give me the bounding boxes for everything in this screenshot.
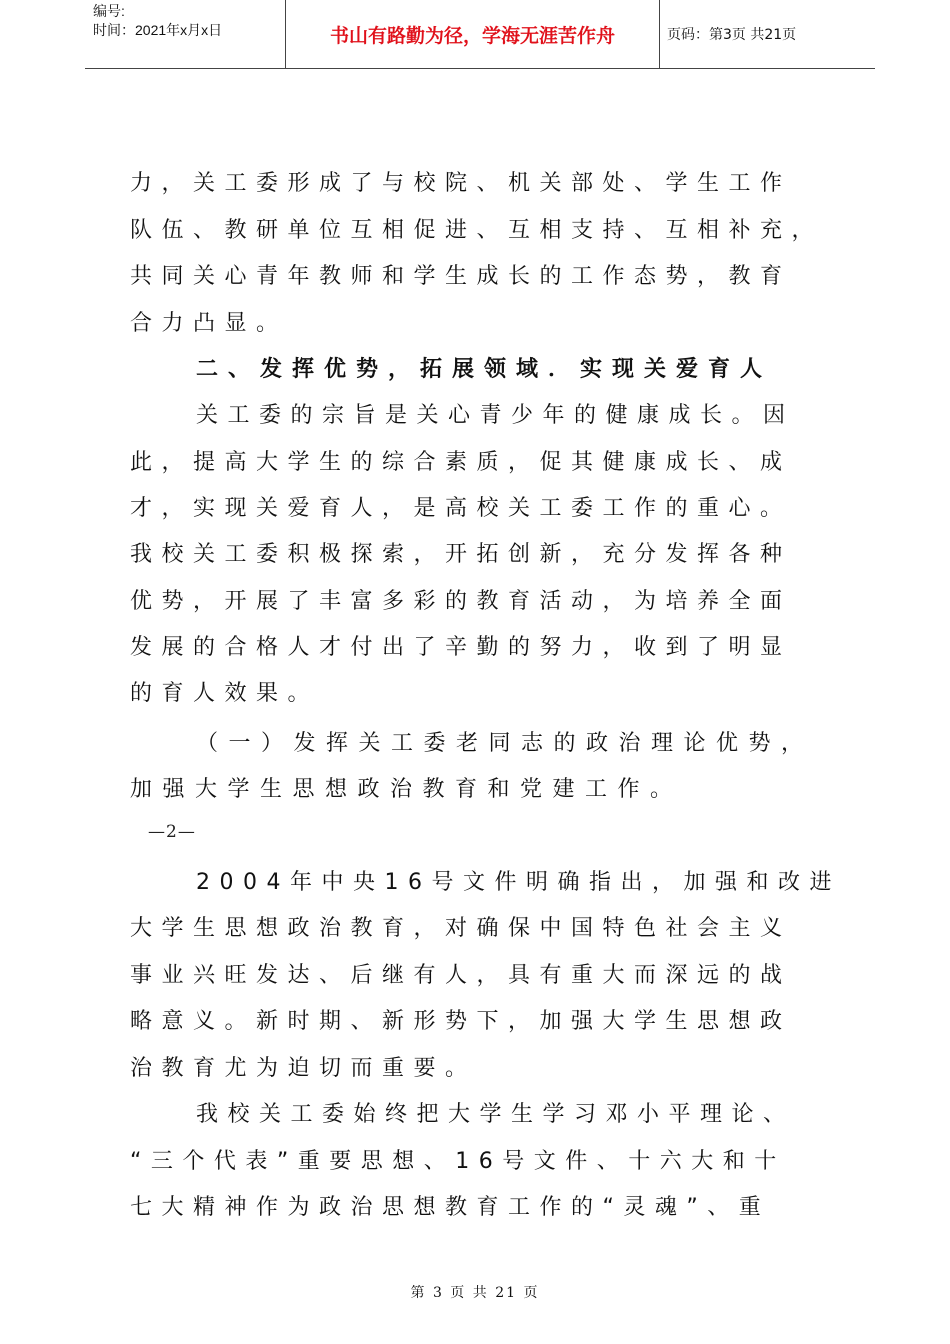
text-line: 才，实现关爱育人，是高校关工委工作的重心。 <box>130 496 792 521</box>
text-line: 发展的合格人才付出了辛勤的努力，收到了明显 <box>130 635 792 660</box>
subheading-line: （一）发挥关工委老同志的政治理论优势， <box>196 731 814 756</box>
header-page-info: 页码：第3页 共21页 <box>667 27 797 43</box>
text-line: 队伍、教研单位互相促进、互相支持、互相补充， <box>130 218 824 243</box>
text-line: 我校关工委积极探索，开拓创新，充分发挥各种 <box>130 542 792 567</box>
subheading-line: 加强大学生思想政治教育和党建工作。 <box>130 777 683 802</box>
text-line: 力，关工委形成了与校院、机关部处、学生工作 <box>130 171 792 196</box>
page-header <box>85 0 875 69</box>
inner-page-mark: —2— <box>148 822 196 842</box>
text-line: 关工委的宗旨是关心青少年的健康成长。因 <box>196 403 795 428</box>
text-line: 大学生思想政治教育，对确保中国特色社会主义 <box>130 916 792 941</box>
section-heading: 二、发挥优势，拓展领域．实现关爱育人 <box>196 357 773 382</box>
text-line: 我校关工委始终把大学生学习邓小平理论、 <box>196 1102 795 1127</box>
text-line: 事业兴旺发达、后继有人，具有重大而深远的战 <box>130 963 792 988</box>
time-label: 时间：2021年x月x日 <box>93 22 223 38</box>
text-line: 共同关心青年教师和学生成长的工作态势，教育 <box>130 264 792 289</box>
text-line: 2004年中央16号文件明确指出，加强和改进 <box>196 870 841 895</box>
header-motto: 书山有路勤为径，学海无涯苦作舟 <box>329 24 615 47</box>
header-meta <box>93 2 283 40</box>
text-line: 的育人效果。 <box>130 681 320 706</box>
number-label: 编号: <box>93 3 125 19</box>
text-line: 合力凸显。 <box>130 311 288 336</box>
header-divider <box>659 0 660 68</box>
text-line: 略意义。新时期、新形势下，加强大学生思想政 <box>130 1009 792 1034</box>
page-footer: 第 3 页 共 21 页 <box>410 1285 540 1301</box>
text-line: 七大精神作为政治思想教育工作的“灵魂”、重 <box>130 1195 771 1220</box>
text-line: 治教育尤为迫切而重要。 <box>130 1056 477 1081</box>
text-line: 优势，开展了丰富多彩的教育活动，为培养全面 <box>130 589 792 614</box>
text-line: “三个代表”重要思想、16号文件、十六大和十 <box>130 1149 786 1174</box>
text-line: 此，提高大学生的综合素质，促其健康成长、成 <box>130 450 792 475</box>
